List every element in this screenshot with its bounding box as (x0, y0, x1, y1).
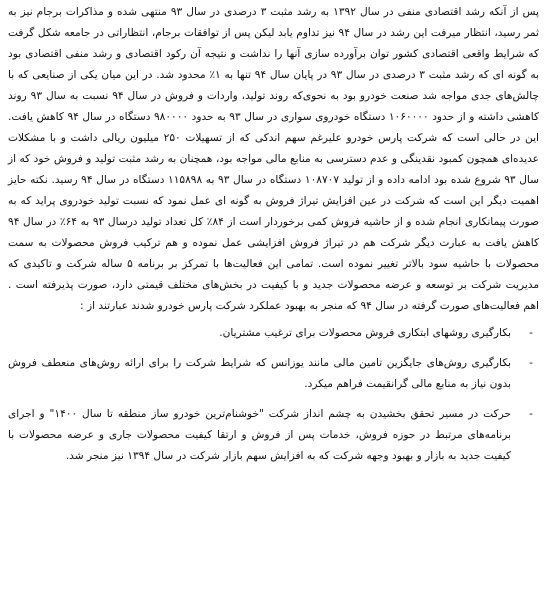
list-item (8, 353, 533, 395)
bullet-dash-icon: - (529, 327, 533, 339)
bullet-list (8, 323, 539, 467)
list-item-text: بکارگیری روشهای ابتکاری فروش محصولات برای ترغیب مشتریان. (219, 327, 511, 339)
bullet-dash-icon: - (529, 357, 533, 369)
bullet-dash-icon: - (529, 408, 533, 420)
list-item-text: حرکت در مسیر تحقق بخشیدن به چشم انداز شرکت "خوشنام‌ترین خودرو ساز منطقه تا سال ۱۴۰۰" و اجرای برنامه‌های مرتبط در حوزه فروش، خدمات پس از فروش و ارتقا کیفیت محصولات جاری و عرضه محصولات با کیفیت جدید به بازار و بهبود وجهه شرکت که به افزایش سهم بازار شرکت در سال ۱۳۹۴ نیز منجر شد. (8, 408, 511, 462)
list-item (8, 323, 533, 344)
list-item (8, 404, 533, 467)
body-paragraph: پس از آنکه رشد اقتصادی منفی در سال ۱۳۹۲ به رشد مثبت ۳ درصدی در سال ۹۳ منتهی شده و مذاکرات برجام نیز به ثمر رسید، انتظار میرفت این رشد در سال ۹۴ نیز تداوم یابد لیکن پس از توافقات برجام، انتظاراتی در جامعه شکل گرفت که شرایط واقعی اقتصادی کشور توان برآورده سازی آنها را نداشت و نتیجه آن رکود اقتصادی و رشد منفی اقتصادی بود به گونه ای که رشد مثبت ۳ درصدی در سال ۹۳ در پایان سال ۹۴ تنها به ۱٪ محدود شد. در این میان یکی از صنایعی که با چالش‌های جدی مواجه شد صنعت خودرو بود به نحوی‌که روند تولید، واردات و فروش در سال ۹۴ نسبت به سال ۹۳ روند کاهشی داشته و از حدود ۱۰۶۰۰۰۰ دستگاه خودروی سواری در سال ۹۳ به حدود ۹۸۰۰۰۰ دستگاه در سال ۹۴ کاهش یافت. این در حالی است که شرکت پارس خودرو علیرغم سهم اندکی که از تسهیلات ۲۵۰ میلیون ریالی داشت و با مشکلات عدیده‌ای همچون کمبود نقدینگی و عدم دسترسی به منابع مالی مواجه بود، همچنان به رشد مثبت تولید و فروش خود که از سال ۹۳ شروع شده بود ادامه داده و از تولید ۱۰۸۷۰۷ دستگاه در سال ۹۳ به ۱۱۵۸۹۸ دستگاه در سال ۹۴ رسید. نکته حایز اهمیت دیگر این است که شرکت در عین افزایش تیراژ فروش به گونه ای عمل نمود که نسبت تولید خودروی پراید که به صورت پیمانکاری انجام شده و از حاشیه فروش کمی برخوردار است از ۸۴٪ کل تعداد تولید درسال ۹۳ به ۶۴٪ در سال ۹۴ کاهش یافت به عبارت دیگر شرکت هم در تیراژ فروش افزایشی عمل نموده و هم ترکیب فروش محصولات به سمت محصولات با حاشیه سود بالاتر تغییر نموده است. تمامی این فعالیت‌ها با تمرکز بر برنامه ۵ ساله شرکت و تاکیدی که مدیریت شرکت بر توسعه و عرضه محصولات جدید و با کیفیت در بخش‌های مختلف قیمتی دارد، صورت پذیرفته است . اهم فعالیت‌های صورت گرفته در سال ۹۴ که منجر به بهبود عملکرد شرکت پارس خودرو شدند عبارتند از : (8, 6, 540, 312)
list-item-text: بکارگیری روش‌های جایگزین تامین مالی مانند یوزانس که شرایط شرکت را برای ارائه روش‌های منعطف فروش بدون نیاز به منابع مالی گرانقیمت فراهم میکرد. (8, 357, 511, 390)
